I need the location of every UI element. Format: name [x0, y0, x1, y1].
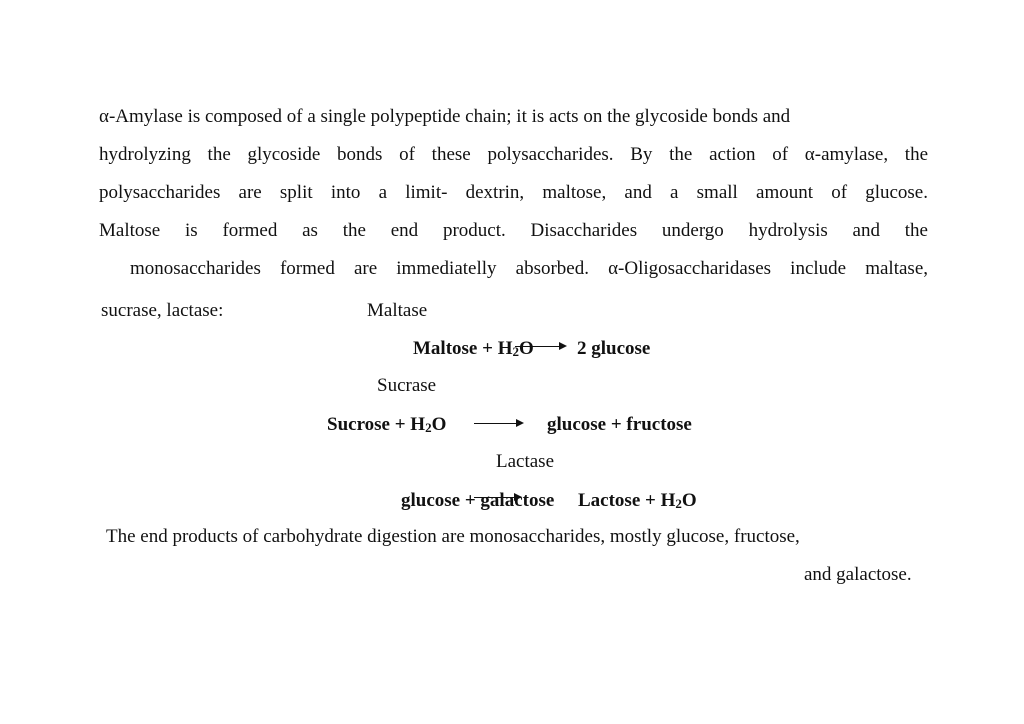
lactase-products: glucose + galactose: [401, 490, 555, 511]
maltase-enzyme-label: Maltase: [367, 300, 428, 321]
paragraph-line-5: monosaccharides formed are immediatelly absorbed. α-Oligosaccharidases include maltase,: [130, 258, 928, 279]
sucrase-enzyme-label: Sucrase: [377, 375, 437, 396]
paragraph-line-3: polysaccharides are split into a limit- dextrin, maltose, and a small amount of glucose.: [99, 182, 928, 203]
conclusion-line-2: and galactose.: [804, 564, 912, 585]
lactase-enzyme-label: Lactase: [496, 451, 555, 472]
paragraph-line-6: sucrase, lactase:: [101, 300, 224, 321]
paragraph-line-1: α-Amylase is composed of a single polypeptide chain; it is acts on the glycoside bonds and: [99, 106, 791, 127]
sucrase-reaction-arrow-icon: [474, 423, 522, 424]
paragraph-line-4: Maltose is formed as the end product. Disaccharides undergo hydrolysis and the: [99, 220, 928, 241]
maltase-reactants: Maltose + $H_2O$: [413, 338, 534, 359]
maltase-products: 2 glucose: [577, 338, 651, 359]
lactase-reaction-arrow-icon: [474, 497, 520, 498]
sucrase-products: glucose + fructose: [547, 414, 692, 435]
maltase-reaction-arrow-icon: [515, 346, 565, 347]
conclusion-line-1: The end products of carbohydrate digestion are monosaccharides, mostly glucose, fructose,: [106, 526, 800, 547]
sucrase-reactants: Sucrose + $H_2O$: [327, 414, 447, 435]
lactase-reactants: Lactose + $H_2O$: [578, 490, 697, 511]
paragraph-line-2: hydrolyzing the glycoside bonds of these polysaccharides. By the action of α-amylase, the: [99, 144, 928, 165]
